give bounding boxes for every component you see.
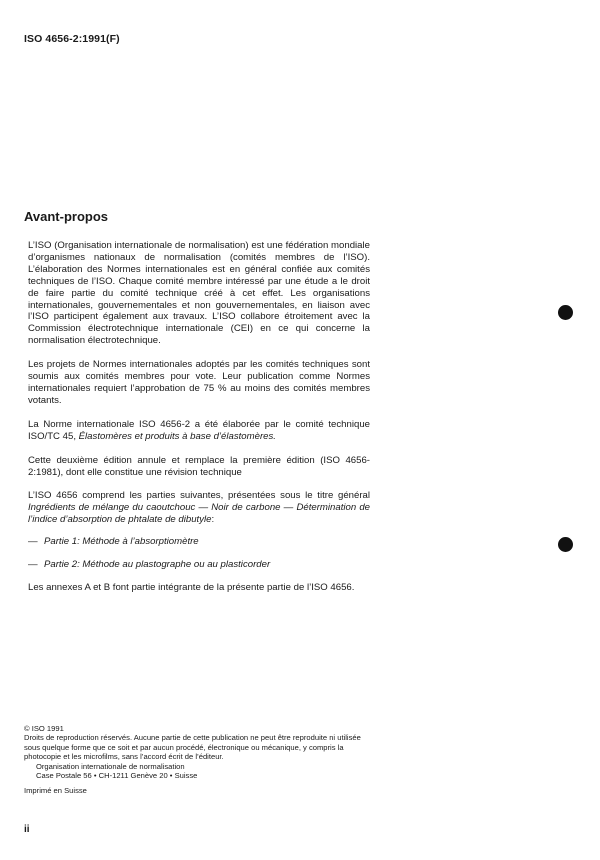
foreword-title: Avant-propos: [24, 209, 109, 224]
copyright-footer: [24, 724, 374, 796]
parts-intro-end: :: [211, 514, 215, 526]
organization-address: Case Postale 56 • CH-1211 Genève 20 • Suisse: [36, 771, 198, 781]
part-list-item: [28, 559, 370, 571]
general-title: Ingrédients de mélange du caoutchouc — Noir de carbone — Détermination de l’indice d’absorption de phtalate de dibutyle: [28, 502, 370, 526]
document-id-header: ISO 4656-2:1991(F): [24, 33, 120, 45]
committee-text: La Norme internationale ISO 4656-2 a été élaborée par le comité technique ISO/TC 45,: [28, 418, 370, 442]
committee-title: Élastomères et produits à base d’élastomères.: [78, 430, 276, 442]
binder-hole-mark: [558, 537, 573, 552]
parts-intro-text: L’ISO 4656 comprend les parties suivantes, présentées sous le titre général: [28, 490, 370, 502]
paragraph-committee: [28, 419, 370, 443]
rights-notice: Droits de reproduction réservés. Aucune partie de cette publication ne peut être reproduite ni utilisée sous quelque forme que ce soit et par aucun procédé, électronique ou mécanique, y compris la photocopie et les microfilms, sans l’accord écrit de l’éditeur.: [24, 733, 361, 762]
paragraph-iso-intro: L’ISO (Organisation internationale de normalisation) est une fédération mondiale d’organismes nationaux de normalisation (comités membres de l’ISO). L’élaboration des Normes internationales est en général confiée aux comités techniques de l’ISO. Chaque comité membre intéressé par une étude a le droit de faire partie du comité technique créé à cet effet. Les organisations internationales, gouvernementales et non gouvernementales, en liaison avec l’ISO participent également aux travaux. L’ISO collabore étroitement avec la Commission électrotechnique internationale (CEI) en ce qui concerne la normalisation électrotechnique.: [28, 240, 370, 347]
paragraph-parts-intro: [28, 490, 370, 526]
copyright-line: © ISO 1991: [24, 724, 64, 733]
part-label: Partie 1: Méthode à l’absorptiomètre: [44, 536, 199, 548]
part-list-item: [28, 536, 370, 548]
binder-hole-mark: [558, 305, 573, 320]
part-label: Partie 2: Méthode au plastographe ou au plasticorder: [44, 559, 271, 571]
dash-marker: —: [28, 536, 38, 548]
organization-name: Organisation internationale de normalisation: [36, 761, 185, 771]
paragraph-voting: Les projets de Normes internationales adoptés par les comités techniques sont soumis aux comités membres pour vote. Leur publication comme Normes internationales requiert l’approbation de 75 % au moins des comités membres votants.: [28, 359, 370, 406]
paragraph-annexes: Les annexes A et B font partie intégrante de la présente partie de l’ISO 4656.: [28, 581, 355, 593]
dash-marker: —: [28, 559, 38, 571]
printed-in: Imprimé en Suisse: [24, 786, 87, 796]
foreword-body: [28, 240, 370, 606]
paragraph-edition: Cette deuxième édition annule et remplace la première édition (ISO 4656-2:1981), dont elle constitue une révision technique: [28, 454, 370, 478]
page-number: ii: [24, 824, 30, 835]
